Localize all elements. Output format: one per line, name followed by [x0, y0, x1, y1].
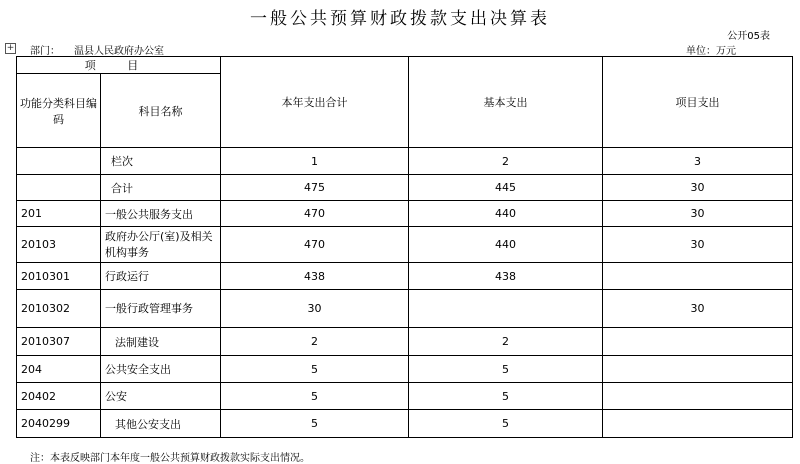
row-total: 2	[221, 328, 409, 356]
row-name: 公共安全支出	[101, 356, 221, 383]
table-row	[17, 328, 793, 356]
row-name: 其他公安支出	[101, 410, 221, 438]
row-name: 合计	[101, 175, 221, 201]
row-name: 公安	[101, 383, 221, 410]
row-basic: 5	[409, 383, 603, 410]
row-code: 20103	[17, 227, 101, 263]
row-project: 30	[603, 290, 793, 328]
row-code	[17, 148, 101, 175]
row-project	[603, 328, 793, 356]
row-code: 2010307	[17, 328, 101, 356]
row-project	[603, 356, 793, 383]
row-basic: 440	[409, 201, 603, 227]
table-row	[17, 290, 793, 328]
table-row	[17, 263, 793, 290]
row-basic: 438	[409, 263, 603, 290]
row-code: 2040299	[17, 410, 101, 438]
row-total: 470	[221, 227, 409, 263]
row-basic: 2	[409, 148, 603, 175]
row-total: 5	[221, 410, 409, 438]
row-total: 475	[221, 175, 409, 201]
header-total: 本年支出合计	[221, 57, 409, 148]
row-project: 30	[603, 201, 793, 227]
row-code: 201	[17, 201, 101, 227]
unit-label: 单位：万元	[686, 46, 736, 57]
row-code: 204	[17, 356, 101, 383]
row-total: 438	[221, 263, 409, 290]
header-name: 科目名称	[101, 74, 221, 148]
row-code	[17, 175, 101, 201]
header-project: 项目支出	[603, 57, 793, 148]
row-project: 30	[603, 227, 793, 263]
table-row	[17, 227, 793, 263]
department-name: 温县人民政府办公室	[74, 46, 164, 57]
budget-table	[16, 56, 793, 438]
header-code: 功能分类科目编码	[17, 74, 101, 148]
footnote: 注：本表反映部门本年度一般公共预算财政拨款实际支出情况。	[30, 453, 310, 464]
table-row	[17, 356, 793, 383]
form-number: 公开05表	[727, 31, 770, 42]
row-project	[603, 410, 793, 438]
row-basic: 5	[409, 356, 603, 383]
row-code: 2010302	[17, 290, 101, 328]
page-title: 一般公共预算财政拨款支出决算表	[250, 9, 550, 29]
expand-plus-icon[interactable]: +	[6, 43, 15, 53]
table-row	[17, 201, 793, 227]
row-basic	[409, 290, 603, 328]
row-total: 5	[221, 356, 409, 383]
row-code: 2010301	[17, 263, 101, 290]
row-basic: 440	[409, 227, 603, 263]
row-total: 1	[221, 148, 409, 175]
header-item-group: 项 目	[17, 57, 221, 74]
table-row	[17, 148, 793, 175]
row-basic: 445	[409, 175, 603, 201]
table-row	[17, 383, 793, 410]
row-project	[603, 383, 793, 410]
row-total: 5	[221, 383, 409, 410]
row-name: 法制建设	[101, 328, 221, 356]
department-line	[30, 42, 164, 57]
table-row	[17, 175, 793, 201]
row-name: 一般公共服务支出	[101, 201, 221, 227]
row-project	[603, 263, 793, 290]
header-basic: 基本支出	[409, 57, 603, 148]
department-label: 部门：	[30, 46, 60, 57]
row-name: 行政运行	[101, 263, 221, 290]
row-total: 470	[221, 201, 409, 227]
row-code: 20402	[17, 383, 101, 410]
row-name: 栏次	[101, 148, 221, 175]
row-name: 一般行政管理事务	[101, 290, 221, 328]
row-project: 3	[603, 148, 793, 175]
row-name: 政府办公厅(室)及相关机构事务	[101, 227, 221, 263]
row-basic: 2	[409, 328, 603, 356]
table-row	[17, 410, 793, 438]
row-basic: 5	[409, 410, 603, 438]
row-project: 30	[603, 175, 793, 201]
row-total: 30	[221, 290, 409, 328]
